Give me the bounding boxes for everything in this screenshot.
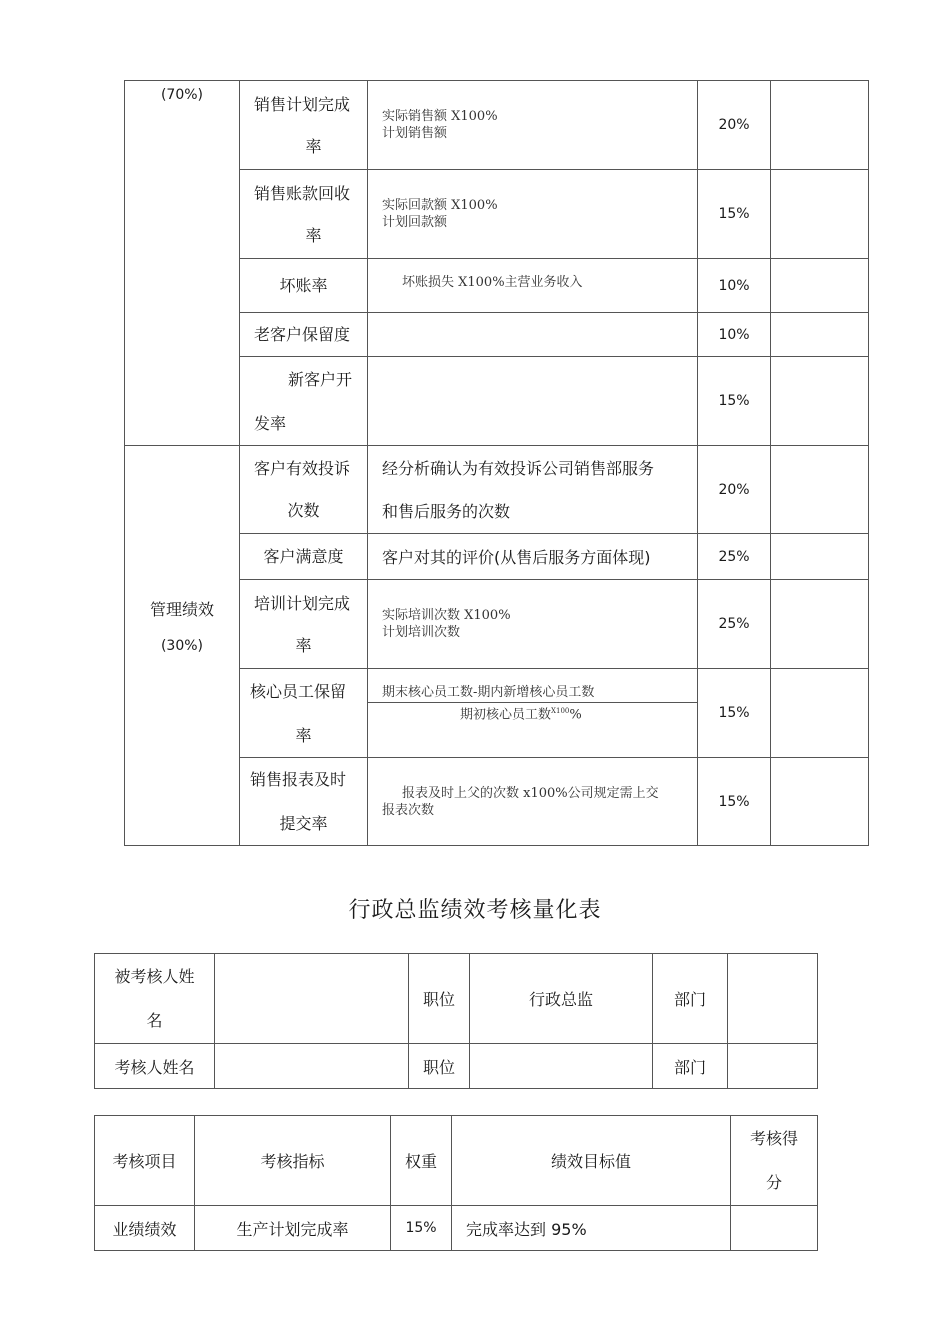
weight-cell: 15% — [698, 758, 771, 846]
formula-cell: 坏账损失 X100%主营业务收入 — [368, 259, 698, 313]
indicator-cell — [240, 170, 368, 259]
indicator-cell — [240, 580, 368, 669]
formula-cell — [368, 313, 698, 357]
score-cell — [771, 81, 869, 170]
indicator-label-cont: 率 — [295, 725, 312, 745]
header-target: 绩效目标值 — [452, 1116, 731, 1206]
weight-cell: 20% — [698, 446, 771, 534]
formula-line: 和售后服务的次数 — [382, 501, 511, 521]
reviewee-name-label: 被考核人姓 — [114, 966, 195, 986]
weight-cell: 10% — [698, 259, 771, 313]
indicator-label: 销售计划完成 — [254, 94, 351, 114]
department-label: 部门 — [653, 954, 728, 1044]
indicator-cell: 客户满意度 — [240, 534, 368, 580]
kpi-table — [94, 1115, 818, 1251]
weight-cell: 20% — [698, 81, 771, 170]
indicator-cell — [240, 357, 368, 446]
score-cell — [771, 170, 869, 259]
indicator-cell — [240, 446, 368, 534]
row-item: 业绩绩效 — [95, 1206, 195, 1251]
row-indicator: 生产计划完成率 — [195, 1206, 391, 1251]
score-cell — [771, 758, 869, 846]
formula-numerator: 实际培训次数 X100% — [382, 608, 511, 623]
formula-denominator: 期初核心员工数 — [460, 707, 552, 723]
header-indicator: 考核指标 — [195, 1116, 391, 1206]
formula-numerator: 期末核心员工数-期内新增核心员工数 — [368, 684, 697, 703]
reviewee-name-field[interactable] — [215, 954, 409, 1044]
department-field[interactable] — [728, 954, 818, 1044]
weight-cell: 15% — [698, 170, 771, 259]
formula-percent: % — [569, 707, 582, 723]
indicator-label: 销售报表及时 — [250, 770, 347, 789]
indicator-label: 核心员工保留 — [250, 681, 347, 701]
score-cell — [771, 313, 869, 357]
reviewer-department-field[interactable] — [728, 1044, 818, 1089]
page-title: 行政总监绩效考核量化表 — [348, 898, 602, 923]
indicator-cell: 老客户保留度 — [240, 313, 368, 357]
formula-multiplier: X100 — [551, 707, 570, 716]
formula-cell — [368, 357, 698, 446]
row-weight: 15% — [391, 1206, 452, 1251]
score-cell — [771, 669, 869, 758]
formula-denominator: 计划销售额 — [382, 126, 448, 141]
header-weight: 权重 — [391, 1116, 452, 1206]
formula-cell: 客户对其的评价(从售后服务方面体现) — [368, 534, 698, 580]
indicator-label-cont: 率 — [305, 225, 322, 245]
group-performance-cell — [125, 81, 240, 446]
formula-cell — [368, 446, 698, 534]
department-label: 部门 — [653, 1044, 728, 1089]
position-value: 行政总监 — [470, 954, 653, 1044]
weight-cell: 15% — [698, 357, 771, 446]
group-label: 管理绩效 — [149, 600, 214, 619]
weight-cell: 25% — [698, 580, 771, 669]
formula-denominator: 计划回款额 — [382, 215, 448, 230]
position-label: 职位 — [409, 1044, 470, 1089]
formula-line: 经分析确认为有效投诉公司销售部服务 — [382, 458, 655, 478]
weight-cell: 10% — [698, 313, 771, 357]
score-cell — [771, 580, 869, 669]
header-score — [731, 1116, 818, 1206]
indicator-label: 销售账款回收 — [254, 183, 351, 203]
weight-cell: 15% — [698, 669, 771, 758]
group-weight: (30%) — [160, 638, 204, 654]
score-cell — [771, 357, 869, 446]
formula-cell — [368, 81, 698, 170]
score-cell — [771, 259, 869, 313]
formula-line: 报表及时上父的次数 x100%公司规定需上交 — [402, 785, 659, 801]
formula-cell — [368, 758, 698, 846]
formula-cell — [368, 580, 698, 669]
reviewer-name-field[interactable] — [215, 1044, 409, 1089]
formula-cell — [368, 170, 698, 259]
indicator-cell — [240, 81, 368, 170]
reviewee-name-label-cont: 名 — [146, 1010, 163, 1030]
indicator-cell — [240, 669, 368, 758]
indicator-cell: 坏账率 — [240, 259, 368, 313]
reviewee-info-table — [94, 953, 818, 1089]
score-cell — [771, 446, 869, 534]
position-label: 职位 — [409, 954, 470, 1044]
group-management-cell — [125, 446, 240, 846]
reviewer-name-label: 考核人姓名 — [95, 1044, 215, 1089]
indicator-label-cont: 提交率 — [279, 814, 328, 833]
reviewee-name-label-cell — [95, 954, 215, 1044]
header-item: 考核项目 — [95, 1116, 195, 1206]
indicator-label-cont: 率 — [305, 136, 322, 156]
sales-kpi-table — [124, 80, 869, 846]
group-weight: (70%) — [160, 87, 204, 103]
formula-numerator: 实际回款额 X100% — [382, 198, 498, 213]
indicator-cell — [240, 758, 368, 846]
reviewer-position-field[interactable] — [470, 1044, 653, 1089]
header-score-label: 考核得 — [749, 1128, 798, 1148]
table-row — [95, 1206, 818, 1251]
row-score-field[interactable] — [731, 1206, 818, 1251]
indicator-label: 新客户开 — [288, 369, 353, 389]
score-cell — [771, 534, 869, 580]
indicator-label-cont: 发率 — [254, 413, 287, 433]
header-score-label-cont: 分 — [765, 1172, 782, 1192]
indicator-label-cont: 次数 — [287, 501, 320, 520]
formula-numerator: 实际销售额 X100% — [382, 109, 498, 124]
weight-cell: 25% — [698, 534, 771, 580]
indicator-label-cont: 率 — [295, 635, 312, 655]
formula-denominator-line — [368, 703, 697, 723]
formula-line: 报表次数 — [382, 802, 435, 818]
formula-denominator: 计划培训次数 — [382, 625, 461, 640]
indicator-label: 培训计划完成 — [254, 593, 351, 613]
indicator-label: 客户有效投诉 — [254, 459, 351, 478]
formula-cell — [368, 669, 698, 758]
row-target: 完成率达到 95% — [452, 1206, 731, 1251]
